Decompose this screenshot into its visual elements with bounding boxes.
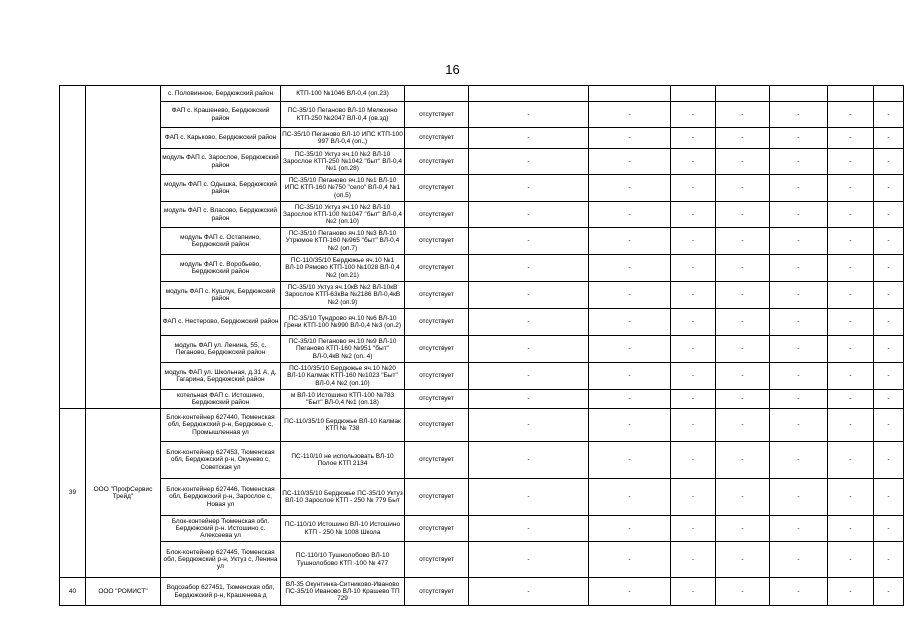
- value-cell: -: [828, 255, 874, 282]
- value-cell: -: [671, 309, 716, 336]
- value-cell: [469, 86, 589, 102]
- value-cell: -: [469, 363, 589, 390]
- value-cell: -: [671, 409, 716, 442]
- value-cell: -: [874, 102, 904, 128]
- value-cell: -: [770, 479, 828, 516]
- connection-cell: ПС-35/10 Уктуз яч.10кВ №2 ВЛ-10кВ Зарослое КТП-63кВа №2186 ВЛ-0,4кВ №2 (оп.9): [281, 282, 405, 309]
- value-cell: -: [469, 255, 589, 282]
- value-cell: -: [589, 336, 671, 363]
- value-cell: -: [828, 309, 874, 336]
- value-cell: -: [671, 442, 716, 479]
- connection-cell: ПС-35/10 Пеганово яч.10 №3 ВЛ-10 Утрюмое КТП-160 №965 "быт" ВЛ-0,4 №2 (оп.7): [281, 228, 405, 255]
- value-cell: [716, 86, 770, 102]
- connection-cell: ПС-35/10 Пеганово ВЛ-10 Мелехино КТП-250 №2047 ВЛ-0,4 (ов.зд): [281, 102, 405, 128]
- value-cell: -: [770, 149, 828, 175]
- value-cell: -: [589, 409, 671, 442]
- value-cell: -: [469, 409, 589, 442]
- object-cell: котельная ФАП с. Истошино, Бердюжский район: [161, 390, 281, 409]
- value-cell: -: [770, 175, 828, 202]
- value-cell: -: [716, 175, 770, 202]
- value-cell: -: [469, 309, 589, 336]
- value-cell: -: [874, 175, 904, 202]
- value-cell: -: [770, 309, 828, 336]
- row-number-cell: 39: [60, 409, 86, 578]
- table-row: [60, 363, 904, 390]
- value-cell: -: [671, 149, 716, 175]
- value-cell: -: [770, 409, 828, 442]
- value-cell: -: [828, 175, 874, 202]
- value-cell: -: [874, 516, 904, 542]
- value-cell: -: [671, 336, 716, 363]
- value-cell: -: [874, 442, 904, 479]
- status-cell: отсутствует: [405, 175, 469, 202]
- value-cell: -: [469, 336, 589, 363]
- value-cell: -: [469, 578, 589, 606]
- connection-cell: ПС-110/35/10 Бердюжье яч.10 №20 ВЛ-10 Калмак КТП-160 №1023 "Быт" ВЛ-0,4 №2 (оп.10): [281, 363, 405, 390]
- value-cell: -: [469, 516, 589, 542]
- organization-cell: [86, 86, 161, 409]
- page-number: 16: [445, 62, 460, 77]
- value-cell: -: [770, 542, 828, 578]
- value-cell: -: [828, 149, 874, 175]
- connection-cell: ПС-35/10 Уктуз яч.10 №2 ВЛ-10 Зарослое КТП-100 №1047 "быт" ВЛ-0,4 №2 (оп.10): [281, 202, 405, 228]
- status-cell: отсутствует: [405, 309, 469, 336]
- object-cell: модуль ФАП с. Кушлук, Бердюжский район: [161, 282, 281, 309]
- status-cell: отсутствует: [405, 255, 469, 282]
- value-cell: -: [469, 175, 589, 202]
- status-cell: отсутствует: [405, 578, 469, 606]
- value-cell: -: [828, 282, 874, 309]
- object-cell: с. Половинное, Бердюжский район: [161, 86, 281, 102]
- value-cell: -: [469, 442, 589, 479]
- value-cell: -: [874, 228, 904, 255]
- table-row: [60, 309, 904, 336]
- value-cell: -: [874, 128, 904, 149]
- value-cell: -: [874, 479, 904, 516]
- status-cell: отсутствует: [405, 228, 469, 255]
- value-cell: -: [589, 149, 671, 175]
- value-cell: -: [589, 578, 671, 606]
- value-cell: -: [589, 175, 671, 202]
- value-cell: -: [671, 255, 716, 282]
- status-cell: отсутствует: [405, 282, 469, 309]
- object-cell: Блок-контейнер 627445, Тюменская обл, Бердюжский р-н, Уктуз с, Ленина ул: [161, 542, 281, 578]
- object-cell: Блок-контейнер 627453, Тюменская обл, Бердюжский р-н, Окунево с, Советская ул: [161, 442, 281, 479]
- table-row: [60, 149, 904, 175]
- value-cell: -: [874, 336, 904, 363]
- object-cell: модуль ФАП с. Власово, Бердюжский район: [161, 202, 281, 228]
- value-cell: -: [770, 363, 828, 390]
- value-cell: -: [671, 228, 716, 255]
- value-cell: -: [589, 309, 671, 336]
- status-cell: отсутствует: [405, 409, 469, 442]
- value-cell: -: [874, 149, 904, 175]
- table-row: [60, 202, 904, 228]
- value-cell: -: [828, 390, 874, 409]
- connection-cell: м ВЛ-10 Истошино КТП-100 №783 "Быт" ВЛ-0,4 №1 (оп.18): [281, 390, 405, 409]
- value-cell: -: [671, 516, 716, 542]
- value-cell: -: [874, 409, 904, 442]
- connection-cell: ПС-35/10 Уктуз яч.10 №2 ВЛ-10 Зарослое КТП-250 №1042 "быт" ВЛ-0,4 №1 (оп.28): [281, 149, 405, 175]
- value-cell: [874, 86, 904, 102]
- organization-cell: ООО "РОМИСТ": [86, 578, 161, 606]
- value-cell: -: [671, 479, 716, 516]
- object-cell: Блок-контейнер 627446, Тюменская обл, Бердюжский р-н, Зарослое с, Новая ул: [161, 479, 281, 516]
- connection-cell: ПС-110/10 Истошино ВЛ-10 Истошино КТП - 250 № 1008 Школа: [281, 516, 405, 542]
- value-cell: -: [770, 390, 828, 409]
- value-cell: -: [770, 282, 828, 309]
- value-cell: -: [828, 228, 874, 255]
- value-cell: -: [671, 282, 716, 309]
- table-row: [60, 228, 904, 255]
- value-cell: -: [770, 202, 828, 228]
- value-cell: -: [469, 542, 589, 578]
- value-cell: [770, 86, 828, 102]
- value-cell: -: [671, 202, 716, 228]
- object-cell: модуль ФАП с. Остапнино, Бердюжский район: [161, 228, 281, 255]
- value-cell: -: [589, 128, 671, 149]
- value-cell: -: [828, 128, 874, 149]
- value-cell: -: [716, 255, 770, 282]
- table-row: [60, 128, 904, 149]
- value-cell: -: [716, 442, 770, 479]
- value-cell: -: [828, 363, 874, 390]
- value-cell: -: [671, 578, 716, 606]
- table-row: [60, 516, 904, 542]
- connection-cell: ПС-110/10 Тушнолобово ВЛ-10 Тушнолобово КТП -100 № 477: [281, 542, 405, 578]
- value-cell: -: [770, 228, 828, 255]
- object-cell: ФАП с. Крашенево, Бердюжский район: [161, 102, 281, 128]
- value-cell: -: [589, 282, 671, 309]
- value-cell: -: [589, 363, 671, 390]
- connection-cell: ПС-35/10 Тундрово яч.10 №6 ВЛ-10 Грени КТП-100 №990 ВЛ-0,4 №3 (оп.2): [281, 309, 405, 336]
- value-cell: -: [589, 442, 671, 479]
- table-row: [60, 542, 904, 578]
- value-cell: -: [589, 542, 671, 578]
- status-cell: отсутствует: [405, 102, 469, 128]
- value-cell: -: [589, 390, 671, 409]
- row-number-cell: [60, 86, 86, 409]
- value-cell: -: [828, 542, 874, 578]
- value-cell: -: [874, 578, 904, 606]
- connection-cell: ПС-110/10 не использовать ВЛ-10 Полое КТП 2134: [281, 442, 405, 479]
- value-cell: -: [589, 479, 671, 516]
- value-cell: -: [589, 516, 671, 542]
- value-cell: -: [828, 442, 874, 479]
- row-number-cell: 40: [60, 578, 86, 606]
- value-cell: -: [770, 255, 828, 282]
- value-cell: -: [716, 336, 770, 363]
- value-cell: -: [716, 390, 770, 409]
- value-cell: -: [770, 516, 828, 542]
- value-cell: -: [828, 516, 874, 542]
- value-cell: -: [716, 542, 770, 578]
- table-row: [60, 282, 904, 309]
- value-cell: -: [589, 228, 671, 255]
- status-cell: отсутствует: [405, 442, 469, 479]
- status-cell: отсутствует: [405, 363, 469, 390]
- object-cell: модуль ФАП с. Воробьево, Бердюжский район: [161, 255, 281, 282]
- value-cell: -: [716, 479, 770, 516]
- connection-cell: ВЛ-35 Окунтинка-Ситниково-Иваново ПС-35/10 Иваново ВЛ-10 Крашево ТП 729: [281, 578, 405, 606]
- table-row: [60, 102, 904, 128]
- connection-cell: ПС-35/10 Пеганово ВЛ-10 ИПС КТП-100 997 ВЛ-0,4 (оп.,): [281, 128, 405, 149]
- value-cell: -: [589, 102, 671, 128]
- value-cell: -: [671, 542, 716, 578]
- value-cell: -: [716, 128, 770, 149]
- status-cell: отсутствует: [405, 390, 469, 409]
- value-cell: -: [671, 128, 716, 149]
- value-cell: -: [828, 202, 874, 228]
- connection-cell: ПС-110/35/10 Бердюжье ВЛ-10 Калмак КТП № 738: [281, 409, 405, 442]
- value-cell: -: [716, 228, 770, 255]
- value-cell: -: [716, 578, 770, 606]
- table-row: [60, 479, 904, 516]
- value-cell: -: [469, 390, 589, 409]
- value-cell: -: [469, 282, 589, 309]
- value-cell: -: [469, 128, 589, 149]
- object-cell: Блок-контейнер 627440, Тюменская обл, Бердюжский р-н, Бердюжье с, Промышленная ул: [161, 409, 281, 442]
- connection-cell: КТП-100 №1046 ВЛ-0,4 (оп.23): [281, 86, 405, 102]
- value-cell: -: [469, 202, 589, 228]
- value-cell: -: [671, 363, 716, 390]
- status-cell: отсутствует: [405, 479, 469, 516]
- connection-table: [59, 85, 904, 606]
- value-cell: -: [469, 479, 589, 516]
- value-cell: -: [716, 102, 770, 128]
- value-cell: -: [828, 336, 874, 363]
- table-row: [60, 175, 904, 202]
- value-cell: -: [828, 409, 874, 442]
- status-cell: [405, 86, 469, 102]
- value-cell: -: [874, 255, 904, 282]
- value-cell: -: [589, 202, 671, 228]
- value-cell: -: [770, 128, 828, 149]
- table-row: [60, 390, 904, 409]
- status-cell: отсутствует: [405, 149, 469, 175]
- value-cell: -: [716, 363, 770, 390]
- table-row: [60, 255, 904, 282]
- value-cell: -: [469, 228, 589, 255]
- object-cell: ФАП с. Карьково, Бердюжский район: [161, 128, 281, 149]
- value-cell: -: [716, 202, 770, 228]
- value-cell: -: [716, 516, 770, 542]
- value-cell: -: [671, 175, 716, 202]
- value-cell: [589, 86, 671, 102]
- value-cell: -: [770, 442, 828, 479]
- table-row: [60, 86, 904, 102]
- value-cell: [828, 86, 874, 102]
- value-cell: -: [874, 309, 904, 336]
- status-cell: отсутствует: [405, 542, 469, 578]
- value-cell: -: [874, 202, 904, 228]
- organization-cell: ООО "ПрофСервис Трейд": [86, 409, 161, 578]
- object-cell: Блок-контейнер Тюменская обл. Бердюжский р-н. Истошино с. Алексеева ул: [161, 516, 281, 542]
- value-cell: -: [716, 409, 770, 442]
- value-cell: -: [828, 102, 874, 128]
- value-cell: -: [716, 309, 770, 336]
- value-cell: -: [671, 102, 716, 128]
- object-cell: модуль ФАП ул. Школьная, д.31 А, д. Гагарина, Бердюжский район: [161, 363, 281, 390]
- value-cell: -: [716, 149, 770, 175]
- table-row: [60, 336, 904, 363]
- status-cell: отсутствует: [405, 128, 469, 149]
- connection-cell: ПС-110/35/10 Бердюжье яч.10 №1 ВЛ-10 Рямово КТП-100 №1028 ВЛ-0,4 №2 (оп.21): [281, 255, 405, 282]
- status-cell: отсутствует: [405, 202, 469, 228]
- table-row: [60, 442, 904, 479]
- value-cell: -: [589, 255, 671, 282]
- value-cell: -: [874, 390, 904, 409]
- value-cell: -: [874, 282, 904, 309]
- table-row: [60, 409, 904, 442]
- table-row: [60, 578, 904, 606]
- status-cell: отсутствует: [405, 516, 469, 542]
- connection-cell: ПС-110/35/10 Бердюжье ПС-35/10 Уктуз ВЛ-10 Зарослое КТП - 250 № 779 Быт: [281, 479, 405, 516]
- value-cell: -: [770, 336, 828, 363]
- value-cell: -: [874, 542, 904, 578]
- value-cell: -: [770, 578, 828, 606]
- object-cell: Водозабор 627451, Тюменская обл, Бердюжский р-н, Крашенева д: [161, 578, 281, 606]
- value-cell: -: [874, 363, 904, 390]
- value-cell: -: [828, 479, 874, 516]
- object-cell: модуль ФАП с. Одышка, Бердюжский район: [161, 175, 281, 202]
- value-cell: [671, 86, 716, 102]
- connection-cell: ПС-35/10 Пеганово яч.10 №1 ВЛ-10 ИПС КТП-160 №750 "село" ВЛ-0,4 №1 (оп.5): [281, 175, 405, 202]
- connection-cell: ПС-35/10 Пеганово яч.10 №9 ВЛ-10 Пеганово КТП-160 №951 "быт" ВЛ-0,4кВ №2 (оп. 4): [281, 336, 405, 363]
- value-cell: -: [671, 390, 716, 409]
- value-cell: -: [469, 102, 589, 128]
- value-cell: -: [828, 578, 874, 606]
- value-cell: -: [716, 282, 770, 309]
- status-cell: отсутствует: [405, 336, 469, 363]
- value-cell: -: [469, 149, 589, 175]
- value-cell: -: [770, 102, 828, 128]
- object-cell: модуль ФАП с. Зарослое, Бердюжский район: [161, 149, 281, 175]
- object-cell: модуль ФАП ул. Ленина, 55, с. Пеганово, Бердюжский район: [161, 336, 281, 363]
- object-cell: ФАП с. Нестерово, Бердюжский район: [161, 309, 281, 336]
